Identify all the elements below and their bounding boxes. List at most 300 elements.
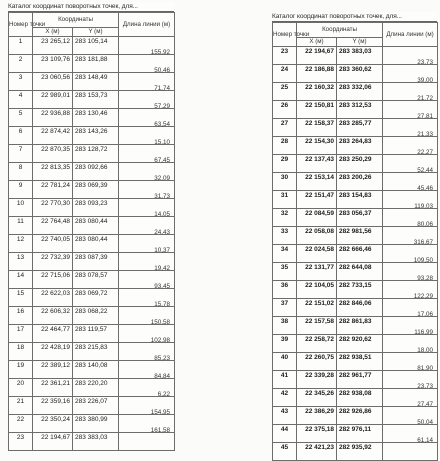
line-length-value: 21,72	[417, 95, 434, 102]
point-number-cell-text: 16	[16, 308, 25, 315]
line-length-cell	[119, 181, 175, 199]
point-number-cell	[9, 343, 33, 361]
point-number-cell-text: 33	[280, 228, 289, 235]
x-coordinate-cell	[33, 415, 73, 433]
point-number-cell-text: 44	[280, 426, 289, 433]
y-coordinate-cell	[73, 271, 119, 289]
x-coordinate-cell-text: 22 153,14	[305, 174, 334, 181]
table-row	[9, 397, 175, 415]
point-number-cell	[273, 335, 297, 353]
x-coordinate-cell-text: 22 154,30	[305, 138, 334, 145]
point-number-cell-text: 23	[280, 48, 289, 55]
y-coordinate-cell-text: 283 215,83	[75, 344, 108, 351]
point-number-cell	[273, 47, 297, 65]
point-number-cell-text: 22	[16, 416, 25, 423]
point-number-cell-text: 34	[280, 246, 289, 253]
line-length-value: 109,50	[413, 257, 434, 264]
line-length-value: 32,09	[154, 175, 171, 182]
line-length-value: 316,67	[413, 239, 434, 246]
point-number-cell-text: 7	[18, 146, 23, 153]
table-row	[9, 163, 175, 181]
x-coordinate-cell	[33, 91, 73, 109]
x-coordinate-cell	[33, 271, 73, 289]
x-coordinate-cell	[33, 145, 73, 163]
line-length-cell	[383, 119, 438, 137]
point-number-cell	[273, 191, 297, 209]
point-number-cell	[9, 181, 33, 199]
x-coordinate-cell	[297, 389, 337, 407]
y-coordinate-cell	[337, 299, 383, 317]
table-row	[273, 65, 438, 83]
line-length-value: 27,47	[417, 401, 434, 408]
x-coordinate-cell	[297, 299, 337, 317]
line-length-value: 102,98	[150, 337, 171, 344]
table-row	[273, 407, 438, 425]
table-row	[273, 47, 438, 65]
point-number-cell	[9, 253, 33, 271]
line-length-cell	[383, 371, 438, 389]
point-number-cell-text: 25	[280, 84, 289, 91]
point-number-cell-text: 31	[280, 192, 289, 199]
line-length-value: 50,04	[417, 419, 434, 426]
y-coordinate-cell-text: 282 935,92	[339, 444, 372, 451]
table-row	[273, 443, 438, 461]
point-number-cell-text: 29	[280, 156, 289, 163]
y-coordinate-cell-text: 283 360,62	[339, 66, 372, 73]
y-coordinate-cell	[337, 101, 383, 119]
point-number-cell-text: 42	[280, 390, 289, 397]
y-coordinate-cell	[73, 397, 119, 415]
y-coordinate-cell	[73, 379, 119, 397]
x-coordinate-cell-text: 22 622,03	[41, 290, 70, 297]
x-coordinate-cell-text: 22 428,19	[41, 344, 70, 351]
table-row	[273, 173, 438, 191]
point-number-cell-text: 28	[280, 138, 289, 145]
line-length-cell	[119, 37, 175, 55]
y-coordinate-cell	[73, 163, 119, 181]
x-coordinate-cell-text: 23 109,76	[41, 56, 70, 63]
line-length-cell	[119, 379, 175, 397]
header-line-length: Длина линии (м)	[119, 13, 175, 37]
line-length-cell	[119, 235, 175, 253]
y-coordinate-cell	[337, 353, 383, 371]
point-number-cell	[9, 415, 33, 433]
table-row	[9, 361, 175, 379]
catalog-caption: Каталог координат поворотных точек, для...	[8, 2, 174, 12]
table-row	[9, 199, 175, 217]
line-length-cell	[119, 163, 175, 181]
y-coordinate-cell-text: 282 846,06	[339, 300, 372, 307]
point-number-cell-text: 9	[18, 182, 23, 189]
point-number-cell	[9, 127, 33, 145]
x-coordinate-cell	[297, 281, 337, 299]
x-coordinate-cell-text: 22 389,12	[41, 362, 70, 369]
x-coordinate-cell	[297, 173, 337, 191]
point-number-cell	[273, 263, 297, 281]
x-coordinate-cell-text: 23 265,12	[41, 38, 70, 45]
line-length-cell	[383, 65, 438, 83]
line-length-value: 93,45	[154, 283, 171, 290]
point-number-cell-text: 18	[16, 344, 25, 351]
table-row	[273, 335, 438, 353]
x-coordinate-cell-text: 22 764,48	[41, 218, 70, 225]
x-coordinate-cell-text: 22 464,77	[41, 326, 70, 333]
point-number-cell-text: 10	[16, 200, 25, 207]
line-length-cell	[383, 335, 438, 353]
x-coordinate-cell	[297, 119, 337, 137]
line-length-cell	[119, 325, 175, 343]
line-length-cell	[119, 91, 175, 109]
table-row	[273, 317, 438, 335]
x-coordinate-cell	[297, 137, 337, 155]
y-coordinate-cell	[337, 227, 383, 245]
point-number-cell	[9, 235, 33, 253]
y-coordinate-cell-text: 283 250,29	[339, 156, 372, 163]
y-coordinate-cell	[73, 325, 119, 343]
point-number-cell-text: 11	[17, 218, 24, 225]
y-coordinate-cell-text: 283 130,46	[75, 110, 108, 117]
line-length-cell	[119, 217, 175, 235]
point-number-cell	[9, 217, 33, 235]
y-coordinate-cell	[337, 83, 383, 101]
table-row	[273, 83, 438, 101]
table-row	[273, 155, 438, 173]
point-number-cell-text: 38	[280, 318, 289, 325]
line-length-cell	[383, 101, 438, 119]
y-coordinate-cell-text: 283 383,03	[339, 48, 372, 55]
header-x: X (м)	[297, 38, 337, 47]
x-coordinate-cell	[33, 217, 73, 235]
line-length-value: 21,33	[417, 131, 434, 138]
header-y: Y (м)	[73, 28, 119, 37]
y-coordinate-cell	[73, 199, 119, 217]
y-coordinate-cell-text: 283 153,73	[75, 92, 108, 99]
point-number-cell	[273, 83, 297, 101]
x-coordinate-cell-text: 22 151,02	[305, 300, 334, 307]
point-number-cell-text: 23	[16, 434, 25, 441]
line-length-cell	[119, 289, 175, 307]
x-coordinate-cell-text: 22 131,77	[305, 264, 334, 271]
line-length-value: 6,22	[157, 391, 171, 398]
y-coordinate-cell	[337, 137, 383, 155]
x-coordinate-cell	[33, 289, 73, 307]
y-coordinate-cell	[337, 155, 383, 173]
x-coordinate-cell	[297, 155, 337, 173]
x-coordinate-cell-text: 22 260,75	[305, 354, 334, 361]
y-coordinate-cell-text: 282 938,08	[339, 390, 372, 397]
line-length-cell	[383, 425, 438, 443]
x-coordinate-cell-text: 22 258,72	[305, 336, 334, 343]
point-number-cell-text: 32	[280, 210, 289, 217]
point-number-cell	[273, 407, 297, 425]
x-coordinate-cell-text: 22 345,26	[305, 390, 334, 397]
x-coordinate-cell	[33, 163, 73, 181]
point-number-cell-text: 6	[18, 128, 23, 135]
x-coordinate-cell-text: 22 870,35	[41, 146, 70, 153]
point-number-cell	[273, 317, 297, 335]
table-row	[273, 371, 438, 389]
line-length-value: 122,29	[413, 293, 434, 300]
line-length-cell	[119, 253, 175, 271]
x-coordinate-cell	[297, 245, 337, 263]
table-row	[9, 253, 175, 271]
x-coordinate-cell-text: 22 104,05	[305, 282, 334, 289]
line-length-value: 85,23	[154, 355, 171, 362]
y-coordinate-cell	[337, 263, 383, 281]
point-number-cell-text: 3	[18, 74, 23, 81]
point-number-cell-text: 26	[280, 102, 289, 109]
y-coordinate-cell-text: 283 380,99	[75, 416, 108, 423]
y-coordinate-cell-text: 283 285,77	[339, 120, 372, 127]
point-number-cell	[273, 371, 297, 389]
table-row	[9, 145, 175, 163]
point-number-cell-text: 30	[280, 174, 289, 181]
x-coordinate-cell	[33, 181, 73, 199]
x-coordinate-cell	[33, 343, 73, 361]
line-length-cell	[119, 73, 175, 91]
header-point-number: Номер точки	[9, 13, 33, 37]
y-coordinate-cell-text: 283 078,57	[75, 272, 108, 279]
x-coordinate-cell	[297, 407, 337, 425]
table-row	[9, 235, 175, 253]
header-line-length: Длина линии (м)	[383, 23, 438, 47]
x-coordinate-cell	[297, 371, 337, 389]
y-coordinate-cell-text: 283 068,22	[75, 308, 108, 315]
table-row	[273, 281, 438, 299]
y-coordinate-cell-text: 282 861,83	[339, 318, 372, 325]
line-length-value: 14,05	[154, 211, 171, 218]
x-coordinate-cell-text: 22 158,37	[305, 120, 334, 127]
y-coordinate-cell	[73, 109, 119, 127]
table-row	[273, 263, 438, 281]
line-length-value: 31,73	[154, 193, 171, 200]
table-row	[9, 181, 175, 199]
x-coordinate-cell	[297, 65, 337, 83]
y-coordinate-cell	[337, 209, 383, 227]
point-number-cell-text: 17	[16, 326, 25, 333]
point-number-cell	[9, 109, 33, 127]
line-length-cell	[119, 433, 175, 451]
line-length-cell	[119, 307, 175, 325]
y-coordinate-cell	[337, 443, 383, 461]
y-coordinate-cell	[73, 343, 119, 361]
coordinates-table-body	[9, 37, 175, 451]
table-row	[9, 37, 175, 55]
x-coordinate-cell-text: 22 084,59	[305, 210, 334, 217]
line-length-cell	[383, 353, 438, 371]
point-number-cell-text: 20	[16, 380, 25, 387]
line-length-cell	[383, 263, 438, 281]
line-length-value: 19,42	[154, 265, 171, 272]
line-length-value: 24,43	[154, 229, 171, 236]
x-coordinate-cell-text: 22 137,43	[305, 156, 334, 163]
point-number-cell	[9, 325, 33, 343]
point-number-cell-text: 1	[18, 38, 23, 45]
line-length-value: 67,45	[154, 157, 171, 164]
table-row	[273, 389, 438, 407]
table-row	[273, 425, 438, 443]
table-row	[273, 119, 438, 137]
x-coordinate-cell	[297, 209, 337, 227]
catalog-sheet-right	[272, 12, 437, 461]
table-row	[9, 289, 175, 307]
point-number-cell-text: 27	[280, 120, 289, 127]
point-number-cell	[9, 307, 33, 325]
header-point-number: Номер точки	[273, 23, 297, 47]
coordinates-table-body	[273, 47, 438, 461]
y-coordinate-cell-text: 283 383,03	[75, 434, 108, 441]
y-coordinate-cell-text: 283 143,26	[75, 128, 108, 135]
y-coordinate-cell	[73, 217, 119, 235]
x-coordinate-cell-text: 23 060,56	[41, 74, 70, 81]
y-coordinate-cell-text: 283 312,53	[339, 102, 372, 109]
y-coordinate-cell	[73, 361, 119, 379]
table-row	[9, 379, 175, 397]
x-coordinate-cell	[33, 127, 73, 145]
y-coordinate-cell-text: 283 128,72	[75, 146, 108, 153]
y-coordinate-cell-text: 283 080,44	[75, 236, 108, 243]
line-length-value: 50,46	[154, 67, 171, 74]
line-length-cell	[119, 127, 175, 145]
catalog-sheet-left	[8, 2, 174, 451]
y-coordinate-cell-text: 283 119,57	[75, 326, 108, 333]
point-number-cell	[273, 353, 297, 371]
point-number-cell-text: 39	[280, 336, 289, 343]
y-coordinate-cell-text: 282 926,86	[339, 408, 372, 415]
point-number-cell	[273, 137, 297, 155]
header-y: Y (м)	[337, 38, 383, 47]
y-coordinate-cell	[73, 253, 119, 271]
line-length-value: 155,92	[150, 49, 171, 56]
table-row	[9, 217, 175, 235]
y-coordinate-cell-text: 282 644,08	[339, 264, 372, 271]
y-coordinate-cell-text: 282 920,62	[339, 336, 372, 343]
point-number-cell	[273, 425, 297, 443]
point-number-cell	[273, 101, 297, 119]
y-coordinate-cell	[337, 191, 383, 209]
x-coordinate-cell-text: 22 936,88	[41, 110, 70, 117]
y-coordinate-cell	[73, 415, 119, 433]
point-number-cell-text: 14	[16, 272, 25, 279]
x-coordinate-cell	[297, 353, 337, 371]
x-coordinate-cell	[33, 235, 73, 253]
line-length-value: 71,74	[154, 85, 171, 92]
line-length-cell	[383, 137, 438, 155]
x-coordinate-cell-text: 22 989,01	[41, 92, 70, 99]
line-length-value: 81,90	[417, 365, 434, 372]
point-number-cell	[9, 199, 33, 217]
line-length-value: 57,29	[154, 103, 171, 110]
table-row	[9, 109, 175, 127]
y-coordinate-cell	[73, 91, 119, 109]
y-coordinate-cell-text: 283 220,20	[75, 380, 108, 387]
x-coordinate-cell-text: 22 874,42	[41, 128, 70, 135]
y-coordinate-cell-text: 283 056,37	[339, 210, 372, 217]
point-number-cell	[9, 379, 33, 397]
line-length-cell	[383, 47, 438, 65]
x-coordinate-cell-text: 22 375,18	[305, 426, 334, 433]
x-coordinate-cell-text: 22 386,29	[305, 408, 334, 415]
line-length-value: 116,99	[414, 329, 434, 336]
table-row	[9, 325, 175, 343]
table-row	[9, 73, 175, 91]
point-number-cell-text: 21	[16, 398, 25, 405]
point-number-cell-text: 35	[280, 264, 289, 271]
line-length-cell	[119, 397, 175, 415]
x-coordinate-cell	[297, 335, 337, 353]
point-number-cell	[9, 163, 33, 181]
x-coordinate-cell	[297, 47, 337, 65]
y-coordinate-cell	[337, 389, 383, 407]
point-number-cell-text: 40	[280, 354, 289, 361]
line-length-value: 61,14	[417, 437, 434, 444]
line-length-cell	[119, 361, 175, 379]
y-coordinate-cell-text: 282 976,11	[339, 426, 372, 433]
point-number-cell	[273, 155, 297, 173]
y-coordinate-cell-text: 282 938,51	[339, 354, 372, 361]
line-length-value: 23,73	[417, 59, 434, 66]
x-coordinate-cell-text: 22 151,47	[305, 192, 334, 199]
table-row	[9, 55, 175, 73]
x-coordinate-cell-text: 22 606,32	[41, 308, 70, 315]
table-row	[9, 433, 175, 451]
x-coordinate-cell-text: 22 160,32	[305, 84, 334, 91]
line-length-cell	[383, 299, 438, 317]
line-length-cell	[383, 389, 438, 407]
table-row	[9, 307, 175, 325]
y-coordinate-cell	[73, 289, 119, 307]
line-length-value: 84,84	[154, 373, 171, 380]
x-coordinate-cell-text: 22 157,58	[305, 318, 334, 325]
table-row	[9, 91, 175, 109]
line-length-value: 150,58	[150, 319, 171, 326]
y-coordinate-cell-text: 283 069,39	[75, 182, 108, 189]
table-row	[9, 343, 175, 361]
x-coordinate-cell	[33, 397, 73, 415]
y-coordinate-cell-text: 283 154,83	[339, 192, 372, 199]
table-row	[273, 101, 438, 119]
line-length-value: 22,27	[417, 149, 434, 156]
line-length-cell	[383, 209, 438, 227]
y-coordinate-cell	[337, 65, 383, 83]
y-coordinate-cell-text: 282 733,15	[339, 282, 372, 289]
line-length-value: 39,00	[417, 77, 434, 84]
line-length-value: 17,06	[417, 311, 434, 318]
line-length-cell	[383, 281, 438, 299]
point-number-cell	[9, 433, 33, 451]
point-number-cell-text: 36	[280, 282, 289, 289]
x-coordinate-cell-text: 22 024,58	[305, 246, 334, 253]
line-length-value: 10,37	[154, 247, 171, 254]
line-length-value: 45,46	[417, 185, 434, 192]
x-coordinate-cell-text: 22 359,16	[41, 398, 70, 405]
point-number-cell	[9, 361, 33, 379]
line-length-value: 52,44	[417, 167, 434, 174]
y-coordinate-cell	[73, 307, 119, 325]
header-coordinates: Координаты	[297, 23, 383, 38]
point-number-cell-text: 8	[18, 164, 23, 171]
x-coordinate-cell-text: 22 361,21	[41, 380, 70, 387]
y-coordinate-cell-text: 283 105,14	[75, 38, 108, 45]
point-number-cell	[273, 389, 297, 407]
table-row	[9, 127, 175, 145]
line-length-cell	[119, 145, 175, 163]
line-length-cell	[383, 191, 438, 209]
line-length-value: 154,95	[150, 409, 171, 416]
point-number-cell	[9, 289, 33, 307]
line-length-cell	[383, 227, 438, 245]
x-coordinate-cell	[33, 199, 73, 217]
